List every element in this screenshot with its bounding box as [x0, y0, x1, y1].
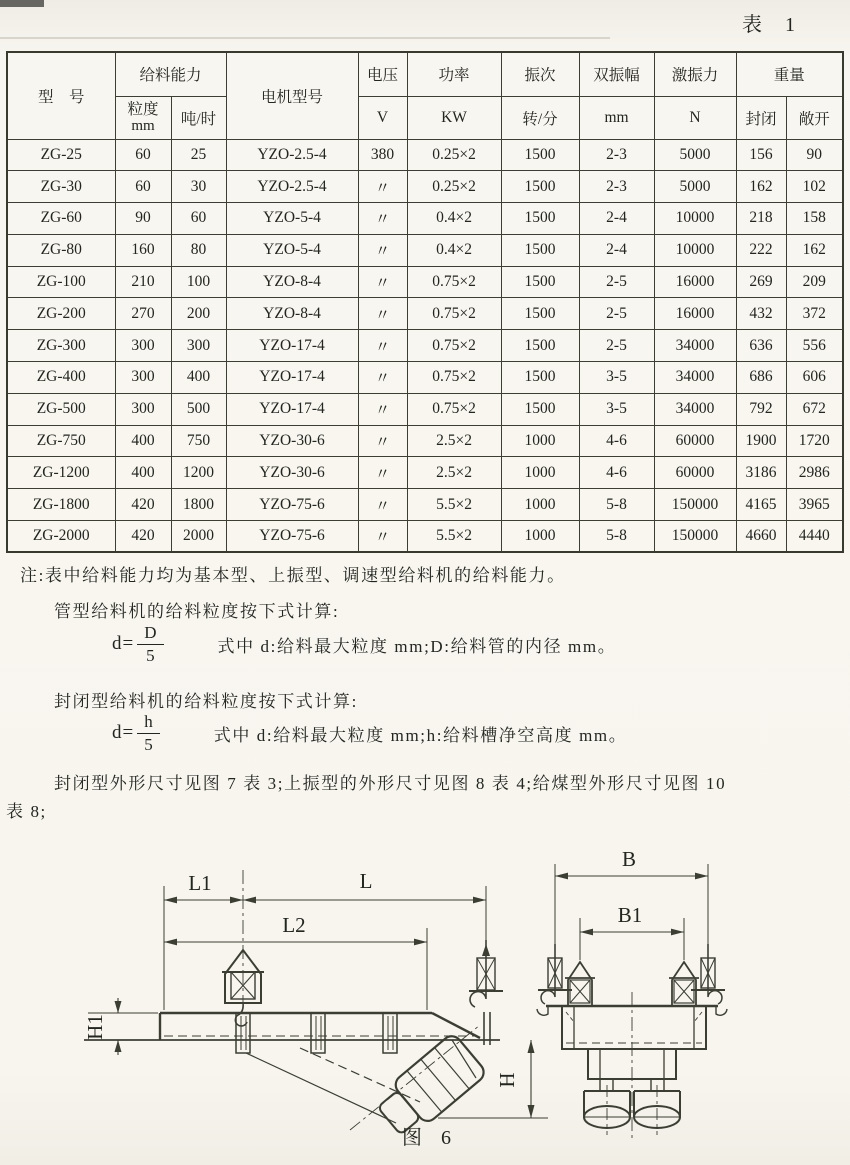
- col-header-throughput: 吨/时: [171, 96, 226, 139]
- formula-explanation: 式中 d:给料最大粒度 mm;h:给料槽净空高度 mm。: [213, 725, 628, 745]
- spring-hanger-front-left: [565, 962, 595, 1006]
- table-cell: 0.4×2: [407, 203, 501, 235]
- figure-caption: 图 6: [402, 1127, 458, 1149]
- note-dimension-refs-line2: 表 8;: [6, 802, 47, 821]
- table-cell: 300: [171, 330, 226, 362]
- fraction-denominator: 5: [146, 645, 155, 665]
- table-cell: YZO-30-6: [226, 425, 358, 457]
- formula-closed-granularity: [112, 712, 627, 754]
- table-cell: 1000: [501, 457, 579, 489]
- table-cell: 〃: [358, 234, 407, 266]
- table-cell: 156: [736, 139, 786, 171]
- table-cell: 60: [115, 171, 171, 203]
- table-cell: 2.5×2: [407, 425, 501, 457]
- col-header-voltage: 电压: [358, 52, 407, 96]
- col-header-weight-open: 敞开: [786, 96, 843, 139]
- table-cell: 4660: [736, 521, 786, 553]
- col-header-granularity: [115, 96, 171, 139]
- table-cell: 372: [786, 298, 843, 330]
- dim-label-H: H: [495, 1072, 519, 1088]
- table-row: [7, 425, 843, 457]
- dim-label-L2: L2: [282, 913, 306, 937]
- table-cell: ZG-750: [7, 425, 115, 457]
- table-row: [7, 489, 843, 521]
- table-cell: 〃: [358, 298, 407, 330]
- table-cell: 432: [736, 298, 786, 330]
- table-cell: YZO-30-6: [226, 457, 358, 489]
- col-header-weight: 重量: [736, 52, 843, 96]
- spec-table-header: [7, 52, 843, 139]
- table-cell: ZG-2000: [7, 521, 115, 553]
- rod-hanger-front-left: [538, 944, 572, 1004]
- dim-H: [438, 1040, 548, 1118]
- table-cell: 1200: [171, 457, 226, 489]
- table-cell: 0.75×2: [407, 362, 501, 394]
- table-cell: 5.5×2: [407, 489, 501, 521]
- table-cell: 〃: [358, 393, 407, 425]
- table-cell: 34000: [654, 330, 736, 362]
- table-cell: 60000: [654, 457, 736, 489]
- table-cell: 1500: [501, 234, 579, 266]
- table-cell: YZO-2.5-4: [226, 171, 358, 203]
- table-cell: 1500: [501, 362, 579, 394]
- table-cell: 636: [736, 330, 786, 362]
- spring-hanger-left: [222, 950, 264, 1026]
- formula-lhs: d=: [112, 633, 135, 655]
- table-cell: 269: [736, 266, 786, 298]
- table-cell: 60: [115, 139, 171, 171]
- table-cell: 0.4×2: [407, 234, 501, 266]
- table-cell: 90: [786, 139, 843, 171]
- table-cell: ZG-80: [7, 234, 115, 266]
- table-cell: 4-6: [579, 425, 654, 457]
- table-number-label: 表 1: [742, 14, 804, 36]
- table-cell: 2-4: [579, 234, 654, 266]
- table-cell: 1000: [501, 425, 579, 457]
- table-cell: ZG-400: [7, 362, 115, 394]
- table-cell: 300: [115, 362, 171, 394]
- col-header-voltage-unit: V: [358, 96, 407, 139]
- table-cell: YZO-5-4: [226, 234, 358, 266]
- table-cell: 162: [736, 171, 786, 203]
- formula-explanation: 式中 d:给料最大粒度 mm;D:给料管的内径 mm。: [217, 636, 617, 656]
- table-row: [7, 298, 843, 330]
- motor-support-arms: [246, 1040, 476, 1123]
- dim-label-H1: H1: [83, 1014, 107, 1040]
- table-cell: 500: [171, 393, 226, 425]
- col-header-power: 功率: [407, 52, 501, 96]
- col-header-weight-closed: 封闭: [736, 96, 786, 139]
- table-cell: 1500: [501, 266, 579, 298]
- granularity-unit: mm: [131, 117, 155, 134]
- note-dimension-refs-line1: 封闭型外形尺寸见图 7 表 3;上振型的外形尺寸见图 8 表 4;给煤型外形尺寸见图 10: [54, 774, 727, 793]
- table-cell: 606: [786, 362, 843, 394]
- table-cell: 1000: [501, 489, 579, 521]
- table-cell: 〃: [358, 521, 407, 553]
- table-cell: 1500: [501, 393, 579, 425]
- note-tube-type: 管型给料机的给料粒度按下式计算:: [54, 602, 340, 621]
- table-cell: 2-4: [579, 203, 654, 235]
- table-cell: 1500: [501, 330, 579, 362]
- table-cell: 1500: [501, 139, 579, 171]
- table-cell: YZO-75-6: [226, 489, 358, 521]
- table-cell: 400: [115, 425, 171, 457]
- table-cell: 0.75×2: [407, 298, 501, 330]
- table-cell: 420: [115, 489, 171, 521]
- note-capacity: 注:表中给料能力均为基本型、上振型、调速型给料机的给料能力。: [20, 566, 566, 585]
- table-cell: ZG-60: [7, 203, 115, 235]
- rod-hanger-right: [469, 940, 503, 1045]
- table-cell: 16000: [654, 298, 736, 330]
- table-cell: 〃: [358, 330, 407, 362]
- table-cell: ZG-500: [7, 393, 115, 425]
- table-cell: 400: [171, 362, 226, 394]
- table-cell: 4440: [786, 521, 843, 553]
- note-closed-type: 封闭型给料机的给料粒度按下式计算:: [54, 692, 358, 711]
- table-cell: 1500: [501, 203, 579, 235]
- table-cell: 218: [736, 203, 786, 235]
- table-cell: 90: [115, 203, 171, 235]
- table-cell: 160: [115, 234, 171, 266]
- table-cell: 2-5: [579, 266, 654, 298]
- table-cell: ZG-1200: [7, 457, 115, 489]
- table-cell: 2-5: [579, 330, 654, 362]
- table-cell: 150000: [654, 521, 736, 553]
- table-cell: YZO-17-4: [226, 393, 358, 425]
- table-cell: 1500: [501, 298, 579, 330]
- table-cell: 1500: [501, 171, 579, 203]
- table-cell: 2-5: [579, 298, 654, 330]
- table-cell: 16000: [654, 266, 736, 298]
- table-cell: YZO-8-4: [226, 298, 358, 330]
- table-cell: 1800: [171, 489, 226, 521]
- table-row: [7, 203, 843, 235]
- table-cell: 34000: [654, 393, 736, 425]
- table-cell: 10000: [654, 234, 736, 266]
- scan-artifact-streak: [0, 37, 610, 39]
- table-cell: 300: [115, 330, 171, 362]
- table-cell: 5.5×2: [407, 521, 501, 553]
- col-header-frequency-unit: 转/分: [501, 96, 579, 139]
- table-cell: 750: [171, 425, 226, 457]
- table-cell: 5-8: [579, 489, 654, 521]
- table-cell: 34000: [654, 362, 736, 394]
- table-cell: YZO-8-4: [226, 266, 358, 298]
- table-cell: YZO-5-4: [226, 203, 358, 235]
- table-cell: ZG-1800: [7, 489, 115, 521]
- table-cell: 1900: [736, 425, 786, 457]
- fraction: [137, 712, 160, 754]
- table-row: [7, 266, 843, 298]
- trough-lugs: [236, 1013, 397, 1053]
- table-cell: 150000: [654, 489, 736, 521]
- table-cell: 4165: [736, 489, 786, 521]
- table-cell: ZG-300: [7, 330, 115, 362]
- table-cell: ZG-25: [7, 139, 115, 171]
- table-cell: 672: [786, 393, 843, 425]
- granularity-label: 粒度: [127, 100, 159, 118]
- table-cell: 0.75×2: [407, 266, 501, 298]
- table-cell: 10000: [654, 203, 736, 235]
- table-row: [7, 234, 843, 266]
- col-header-model: 型 号: [7, 52, 115, 139]
- col-header-force: 激振力: [654, 52, 736, 96]
- table-cell: ZG-100: [7, 266, 115, 298]
- fraction-denominator: 5: [144, 734, 153, 754]
- spec-table: [6, 51, 844, 553]
- col-header-power-unit: KW: [407, 96, 501, 139]
- table-cell: 0.75×2: [407, 330, 501, 362]
- table-cell: 3186: [736, 457, 786, 489]
- table-cell: 30: [171, 171, 226, 203]
- scan-artifact-corner: [0, 0, 44, 7]
- table-cell: 5000: [654, 171, 736, 203]
- table-cell: YZO-17-4: [226, 330, 358, 362]
- table-row: [7, 362, 843, 394]
- table-cell: 25: [171, 139, 226, 171]
- formula-tube-granularity: [112, 623, 616, 665]
- table-cell: 3-5: [579, 362, 654, 394]
- table-cell: 100: [171, 266, 226, 298]
- table-cell: ZG-30: [7, 171, 115, 203]
- table-cell: 102: [786, 171, 843, 203]
- table-cell: 300: [115, 393, 171, 425]
- dim-label-B: B: [621, 847, 637, 871]
- table-cell: 162: [786, 234, 843, 266]
- table-cell: 0.75×2: [407, 393, 501, 425]
- table-cell: 2.5×2: [407, 457, 501, 489]
- table-cell: 4-6: [579, 457, 654, 489]
- table-cell: 686: [736, 362, 786, 394]
- col-header-amplitude: 双振幅: [579, 52, 654, 96]
- spec-table-body: [7, 139, 843, 552]
- table-cell: 158: [786, 203, 843, 235]
- table-cell: 〃: [358, 489, 407, 521]
- table-cell: 5000: [654, 139, 736, 171]
- dimension-arrowheads: [164, 897, 486, 946]
- table-cell: 〃: [358, 203, 407, 235]
- col-header-capacity: 给料能力: [115, 52, 226, 96]
- table-cell: YZO-17-4: [226, 362, 358, 394]
- side-view-drawing: [84, 870, 548, 1142]
- vibration-motor: [372, 1032, 488, 1142]
- dim-label-B1: B1: [617, 903, 643, 927]
- table-row: [7, 139, 843, 171]
- table-cell: 210: [115, 266, 171, 298]
- table-row: [7, 171, 843, 203]
- table-row: [7, 457, 843, 489]
- col-header-frequency: 振次: [501, 52, 579, 96]
- col-header-amplitude-unit: mm: [579, 96, 654, 139]
- fraction-numerator: h: [137, 712, 160, 734]
- table-cell: 3-5: [579, 393, 654, 425]
- table-cell: YZO-2.5-4: [226, 139, 358, 171]
- table-cell: 792: [736, 393, 786, 425]
- table-cell: 2-3: [579, 171, 654, 203]
- table-cell: 60000: [654, 425, 736, 457]
- table-cell: 556: [786, 330, 843, 362]
- table-cell: 1000: [501, 521, 579, 553]
- table-cell: 〃: [358, 362, 407, 394]
- fraction: [137, 623, 163, 665]
- table-cell: 1720: [786, 425, 843, 457]
- table-cell: 0.25×2: [407, 139, 501, 171]
- table-cell: 2986: [786, 457, 843, 489]
- table-row: [7, 330, 843, 362]
- table-cell: 〃: [358, 425, 407, 457]
- table-row: [7, 521, 843, 553]
- table-cell: 80: [171, 234, 226, 266]
- table-cell: YZO-75-6: [226, 521, 358, 553]
- table-cell: 200: [171, 298, 226, 330]
- dim-label-L1: L1: [188, 871, 212, 895]
- table-cell: 420: [115, 521, 171, 553]
- table-cell: 222: [736, 234, 786, 266]
- table-cell: 2000: [171, 521, 226, 553]
- figure-6-drawing: [0, 840, 850, 1165]
- formula-lhs: d=: [112, 722, 135, 744]
- table-cell: 0.25×2: [407, 171, 501, 203]
- table-row: [7, 393, 843, 425]
- table-cell: 3965: [786, 489, 843, 521]
- table-cell: 270: [115, 298, 171, 330]
- table-cell: 209: [786, 266, 843, 298]
- col-header-motor: 电机型号: [226, 52, 358, 139]
- table-cell: 60: [171, 203, 226, 235]
- table-cell: ZG-200: [7, 298, 115, 330]
- fraction-numerator: D: [137, 623, 163, 645]
- spring-hanger-front-right: [669, 962, 699, 1006]
- table-cell: 〃: [358, 457, 407, 489]
- table-cell: 〃: [358, 171, 407, 203]
- table-cell: 380: [358, 139, 407, 171]
- dim-label-L: L: [359, 869, 373, 893]
- table-cell: 2-3: [579, 139, 654, 171]
- col-header-force-unit: N: [654, 96, 736, 139]
- table-cell: 400: [115, 457, 171, 489]
- table-cell: 〃: [358, 266, 407, 298]
- table-cell: 5-8: [579, 521, 654, 553]
